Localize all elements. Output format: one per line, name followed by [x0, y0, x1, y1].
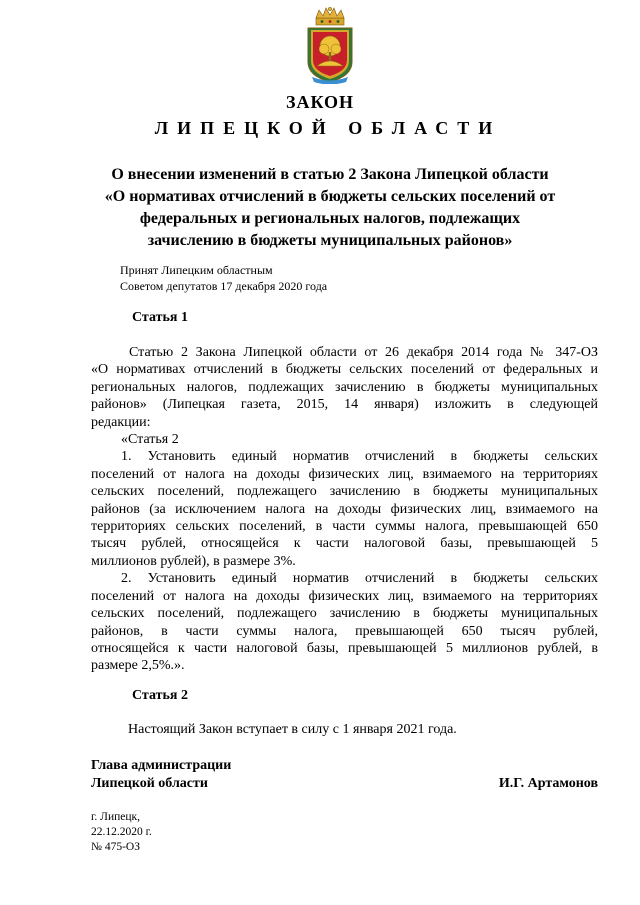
position-line: Липецкой области: [91, 776, 208, 791]
signatory-name: И.Г. Артамонов: [498, 776, 598, 791]
body-line: 2. Установить единый норматив отчислений в бюджеты сельских: [121, 571, 598, 587]
body-line: районов (за исключением налога на доходы физических лиц, взимаемого на: [91, 501, 598, 517]
adoption-note: [120, 262, 327, 294]
footer-city: г. Липецк,: [91, 811, 140, 823]
footer-date: 22.12.2020 г.: [91, 826, 152, 838]
law-subject-heading: [60, 164, 600, 252]
body-line: территориях сельских поселений, в части суммы налога, превышающей 650: [91, 519, 598, 535]
body-line: относящейся к части налоговой базы, превышающей 5 миллионов рублей, в: [91, 640, 598, 656]
body-line: 1. Установить единый норматив отчислений в бюджеты сельских: [121, 449, 598, 465]
body-line: Настоящий Закон вступает в силу с 1 января 2021 года.: [128, 722, 457, 737]
adoption-line: Принят Липецким областным: [120, 263, 273, 277]
position-line: Глава администрации: [91, 758, 232, 773]
subject-line: «О нормативах отчислений в бюджеты сельских поселений от: [104, 188, 556, 205]
region-title: ЛИПЕЦКОЙ ОБЛАСТИ: [154, 118, 502, 138]
article-2-body: [128, 721, 598, 738]
article-1-body: [91, 344, 598, 675]
body-line: тысяч рублей, относящейся к части налоговой базы, превышающей 5: [91, 536, 598, 552]
body-line: районов» (Липецкая газета, 2015, 14 января) изложить в следующей: [91, 397, 598, 413]
body-line: Статью 2 Закона Липецкой области от 26 декабря 2014 года № 347-ОЗ: [129, 345, 598, 360]
law-title: ЗАКОН: [285, 92, 355, 112]
adoption-line: Советом депутатов 17 декабря 2020 года: [120, 279, 328, 293]
body-line: «О нормативах отчислений в бюджеты сельских поселений от федеральных и: [91, 362, 598, 378]
body-line: региональных налогов, подлежащих зачислению в бюджеты муниципальных: [91, 379, 598, 395]
body-line: поселений от налога на доходы физических лиц, взимаемого на территориях: [91, 588, 598, 604]
article-1-heading: Статья 1: [132, 310, 188, 325]
crown-icon: [316, 7, 344, 25]
body-line: «Статья 2: [121, 432, 179, 448]
body-line: редакции:: [91, 414, 151, 430]
subject-line: зачислению в бюджеты муниципальных районов»: [147, 232, 513, 249]
footer-number: № 475-ОЗ: [91, 841, 140, 853]
body-line: сельских поселений, подлежащего зачислению в бюджеты муниципальных: [91, 484, 598, 500]
signatory-position: [91, 757, 231, 793]
article-2-heading: Статья 2: [132, 688, 188, 703]
body-line: поселений от налога на доходы физических лиц, взимаемого на территориях: [91, 466, 598, 482]
lipetsk-oblast-coat-of-arms-icon: [302, 6, 358, 84]
body-line: миллионов рублей), в размере 3%.: [91, 553, 296, 569]
body-line: размере 2,5%.».: [91, 658, 185, 674]
body-line: сельских поселений, подлежащего зачислению в бюджеты муниципальных: [91, 606, 598, 622]
subject-line: О внесении изменений в статью 2 Закона Липецкой области: [111, 166, 549, 183]
body-line: районов, в части суммы налога, превышающей 650 тысяч рублей,: [91, 623, 598, 639]
document-footer: [91, 810, 152, 855]
subject-line: федеральных и региональных налогов, подлежащих: [139, 210, 521, 227]
